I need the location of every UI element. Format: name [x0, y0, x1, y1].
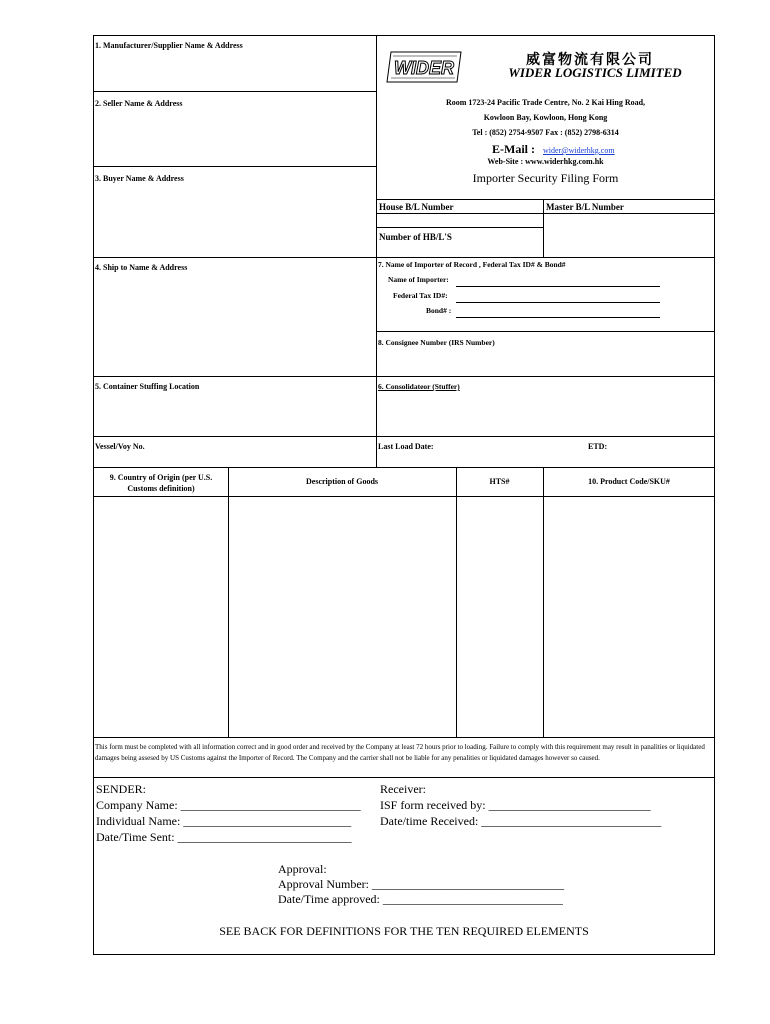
federal-tax-id-line[interactable]	[456, 302, 660, 303]
bond-label: Bond# :	[426, 306, 452, 315]
divider	[376, 199, 715, 200]
number-hbls-label: Number of HB/L'S	[379, 232, 452, 242]
form-title: Importer Security Filing Form	[472, 171, 619, 185]
master-bl-label: Master B/L Number	[546, 202, 624, 212]
buyer-label: 3. Buyer Name & Address	[95, 174, 184, 183]
seller-label: 2. Seller Name & Address	[95, 99, 183, 108]
notice-text: This form must be completed with all information correct and in good order and received by the Company at least 72 hours prior to loading. Failure to comply with this requirement may result in panalities or liquidated damages being assesed by US Customs against the Importer of Record. The Company and the carrier shall not be liable for any penalities or liquidated damages however so caused.	[95, 743, 705, 762]
divider	[93, 376, 715, 377]
approval-title: Approval:	[278, 862, 327, 876]
receiver-isf-received[interactable]: ISF form received by: ___________________________	[380, 798, 651, 812]
manufacturer-label: 1. Manufacturer/Supplier Name & Address	[95, 41, 243, 50]
importer-of-record-label: 7. Name of Importer of Record , Federal Tax ID# & Bond#	[378, 260, 566, 269]
goods-col-divider	[543, 467, 544, 737]
approval-number[interactable]: Approval Number: ________________________________	[278, 877, 564, 891]
vessel-voy-label: Vessel/Voy No.	[95, 442, 145, 451]
divider	[376, 257, 715, 258]
consolidator-label: 6. Consolidateor (Stuffer)	[378, 382, 460, 391]
name-of-importer-line[interactable]	[456, 286, 660, 287]
sender-date-time[interactable]: Date/Time Sent: _____________________________	[96, 830, 352, 844]
house-bl-label: House B/L Number	[379, 202, 454, 212]
divider	[376, 227, 543, 228]
container-stuffing-label: 5. Container Stuffing Location	[95, 382, 200, 391]
email-row	[492, 140, 615, 158]
divider	[543, 199, 544, 258]
sender-company-name[interactable]: Company Name: ______________________________	[96, 798, 361, 812]
etd-label: ETD:	[588, 442, 608, 451]
divider	[93, 467, 715, 468]
name-of-importer-label: Name of Importer:	[388, 275, 449, 284]
email-label: E-Mail :	[492, 142, 535, 156]
divider	[93, 777, 715, 778]
company-english-name: WIDER LOGISTICS LIMITED	[508, 65, 682, 80]
divider	[93, 436, 715, 437]
description-header: Description of Goods	[306, 477, 378, 486]
bond-line[interactable]	[456, 317, 660, 318]
goods-header-divider	[93, 496, 715, 497]
sender-individual-name[interactable]: Individual Name: ____________________________	[96, 814, 352, 828]
tel-fax: Tel : (852) 2754-9507 Fax : (852) 2798-6314	[472, 128, 619, 137]
website: Web-Site : www.widerhkg.com.hk	[487, 157, 604, 166]
goods-bottom-divider	[93, 737, 715, 738]
sender-title: SENDER:	[96, 782, 147, 796]
hts-header: HTS#	[489, 477, 510, 486]
approval-date-time[interactable]: Date/Time approved: ______________________________	[278, 892, 563, 906]
country-origin-header: 9. Country of Origin (per U.S. Customs definition)	[109, 473, 213, 493]
ship-to-label: 4. Ship to Name & Address	[95, 263, 188, 272]
last-load-date-label: Last Load Date:	[378, 442, 434, 451]
svg-text:WIDER: WIDER	[394, 58, 454, 78]
divider	[376, 331, 715, 332]
divider	[93, 166, 376, 167]
goods-col-divider	[456, 467, 457, 737]
address-line-1: Room 1723-24 Pacific Trade Centre, No. 2 Kai Hing Road,	[445, 98, 646, 107]
consignee-number-label: 8. Consignee Number (IRS Number)	[378, 338, 495, 347]
receiver-title: Receiver:	[380, 782, 426, 796]
address-line-2: Kowloon Bay, Kowloon, Hong Kong	[483, 113, 608, 122]
company-chinese-name: 威富物流有限公司	[526, 52, 654, 68]
divider	[376, 213, 715, 214]
footer-note: SEE BACK FOR DEFINITIONS FOR THE TEN REQUIRED ELEMENTS	[219, 924, 589, 938]
federal-tax-id-label: Federal Tax ID#:	[393, 291, 448, 300]
divider	[93, 257, 376, 258]
receiver-date-time[interactable]: Date/time Received: ______________________________	[380, 814, 662, 828]
divider	[93, 91, 376, 92]
goods-col-divider	[228, 467, 229, 737]
email-link[interactable]: wider@widerhkg.com	[543, 146, 615, 155]
wider-logo	[385, 50, 463, 84]
product-code-header: 10. Product Code/SKU#	[588, 477, 670, 486]
